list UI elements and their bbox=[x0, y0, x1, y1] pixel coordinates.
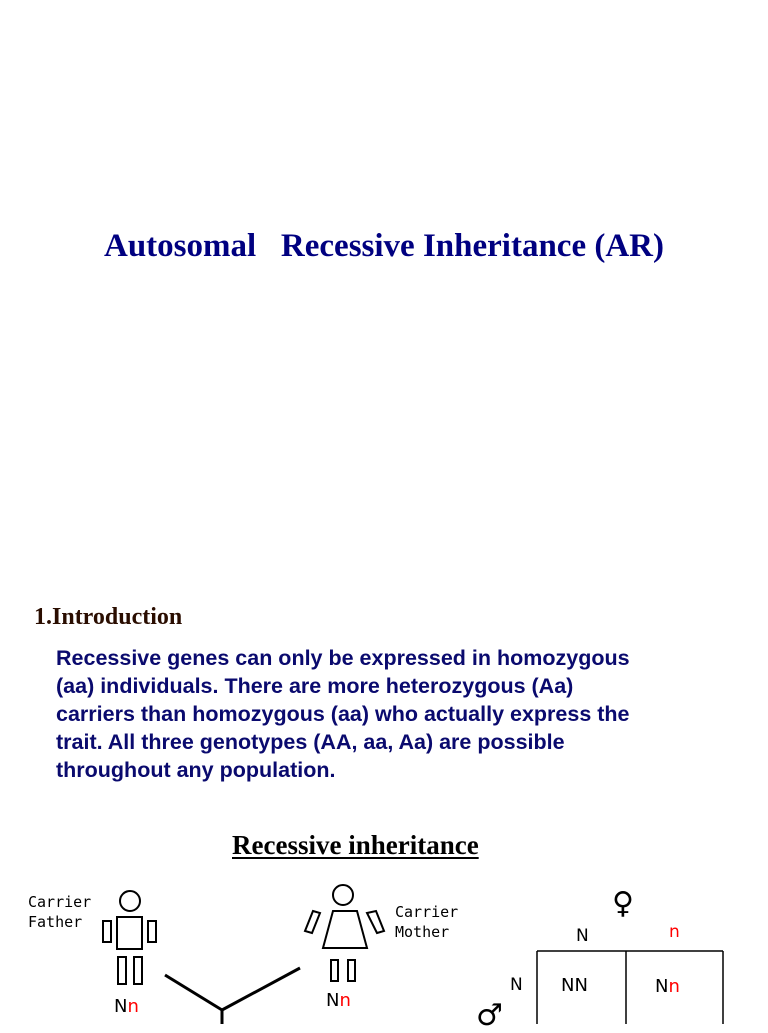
offspring-connector bbox=[165, 968, 300, 1024]
female-symbol-icon: ♀ bbox=[612, 886, 634, 921]
diagram-title: Recessive inheritance bbox=[232, 830, 479, 860]
mother-label-line2: Mother bbox=[395, 923, 450, 941]
punnett-row-header-1: N bbox=[510, 975, 523, 995]
mother-allele-dominant: N bbox=[326, 990, 340, 1011]
father-genotype bbox=[114, 996, 139, 1017]
punnett-cell-1-2: Nn bbox=[655, 976, 680, 997]
male-symbol-icon: ♂ bbox=[476, 998, 503, 1033]
father-allele-dominant: N bbox=[114, 996, 128, 1017]
punnett-cell-1-1: NN bbox=[561, 975, 588, 996]
father-label-line2: Father bbox=[28, 913, 83, 931]
father-allele-recessive: n bbox=[127, 996, 139, 1017]
section-heading: 1.Introduction bbox=[34, 604, 183, 630]
intro-paragraph: Recessive genes can only be expressed in homozygous (aa) individuals. There are more heterozygous (Aa) carriers than homozygous (aa) who actually express the trait. All three genotypes (AA, aa, Aa) are possible throughout any population. bbox=[56, 646, 630, 782]
mother-allele-recessive: n bbox=[339, 990, 351, 1011]
punnett-col-header-1: N bbox=[576, 926, 589, 946]
slide-title: Autosomal Recessive Inheritance (AR) bbox=[104, 228, 664, 264]
inheritance-diagram bbox=[0, 820, 768, 1033]
mother-label-line1: Carrier bbox=[395, 903, 459, 921]
diagram-figure bbox=[0, 820, 768, 1024]
father-label-line1: Carrier bbox=[28, 893, 92, 911]
father-figure-icon bbox=[103, 891, 156, 984]
punnett-col-header-2: n bbox=[669, 922, 680, 942]
mother-figure-icon bbox=[305, 885, 384, 981]
mother-genotype bbox=[326, 990, 351, 1011]
